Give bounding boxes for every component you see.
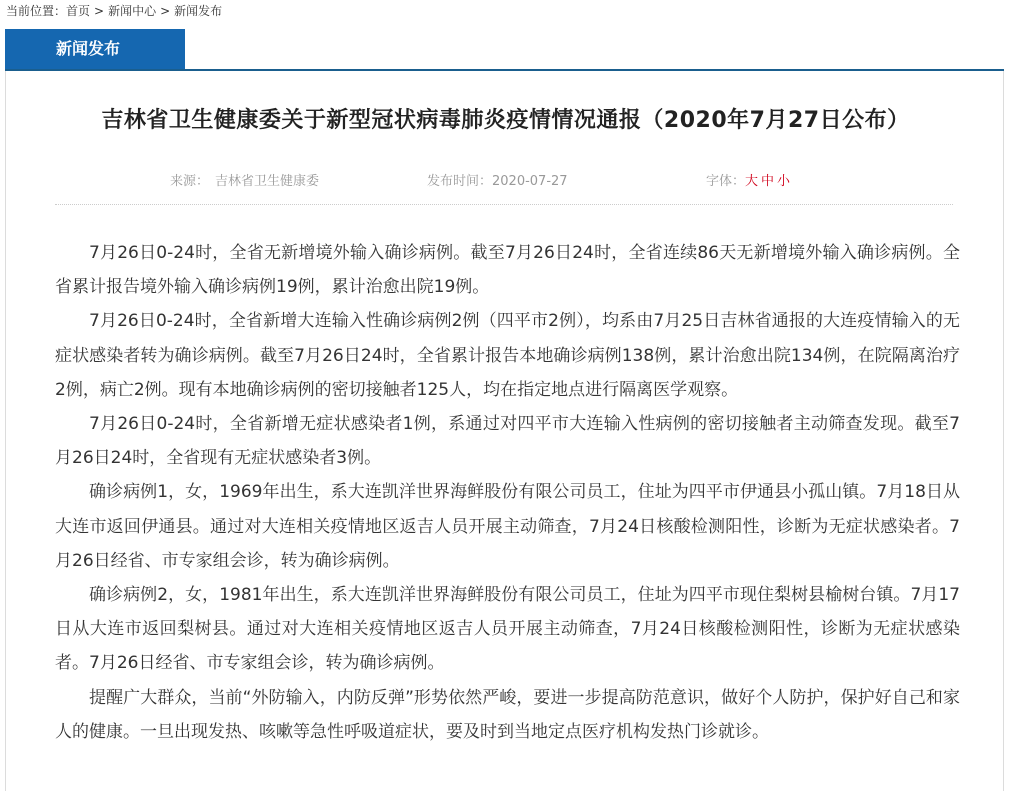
article-source xyxy=(170,172,319,192)
source-label: 来源： xyxy=(170,174,210,189)
font-size-small-button[interactable]: 小 xyxy=(777,174,791,189)
article-paragraph: 提醒广大群众，当前“外防输入，内防反弹”形势依然严峻，要进一步提高防范意识，做好个人防护，保护好自己和家人的健康。一旦出现发热、咳嗽等急性呼吸道症状，要及时到当地定点医疗机构发热门诊就诊。 xyxy=(55,687,960,742)
font-size-label: 字体： xyxy=(706,174,746,189)
article-paragraph: 7月26日0-24时，全省无新增境外输入确诊病例。截至7月26日24时，全省连续86天无新增境外输入确诊病例。全省累计报告境外输入确诊病例19例，累计治愈出院19例。 xyxy=(55,243,960,298)
article-publish-date xyxy=(427,172,568,192)
meta-divider xyxy=(55,204,953,205)
section-header-bar xyxy=(5,29,1004,71)
publish-date-value: 2020-07-27 xyxy=(492,174,568,189)
source-value: 吉林省卫生健康委 xyxy=(215,174,320,189)
breadcrumb-link-home[interactable]: 首页 xyxy=(66,4,91,18)
article-body xyxy=(55,236,960,749)
breadcrumb-link-news-center[interactable]: 新闻中心 xyxy=(108,4,157,18)
article-paragraph: 确诊病例2，女，1981年出生，系大连凯洋世界海鲜股份有限公司员工，住址为四平市现住梨树县榆树台镇。7月17日从大连市返回梨树县。通过对大连相关疫情地区返吉人员开展主动筛查，7月24日核酸检测阳性，诊断为无症状感染者。7月26日经省、市专家组会诊，转为确诊病例。 xyxy=(55,585,960,674)
publish-date-label: 发布时间： xyxy=(427,174,493,189)
breadcrumb-link-news-release[interactable]: 新闻发布 xyxy=(174,4,223,18)
font-size-switcher xyxy=(706,172,793,192)
breadcrumb-prefix: 当前位置： xyxy=(6,4,67,18)
breadcrumb xyxy=(6,2,222,20)
article-paragraph: 7月26日0-24时，全省新增大连输入性确诊病例2例（四平市2例），均系由7月25日吉林省通报的大连疫情输入的无症状感染者转为确诊病例。截至7月26日24时，全省累计报告本地确诊病例138例，累计治愈出院134例，在院隔离治疗2例，病亡2例。现有本地确诊病例的密切接触者125人，均在指定地点进行隔离医学观察。 xyxy=(55,311,960,400)
section-tab-news-release: 新闻发布 xyxy=(5,29,185,69)
article-title: 吉林省卫生健康委关于新型冠状病毒肺炎疫情情况通报（2020年7月27日公布） xyxy=(101,108,910,133)
article-paragraph: 7月26日0-24时，全省新增无症状感染者1例，系通过对四平市大连输入性病例的密切接触者主动筛查发现。截至7月26日24时，全省现有无症状感染者3例。 xyxy=(55,414,960,469)
article-paragraph: 确诊病例1，女，1969年出生，系大连凯洋世界海鲜股份有限公司员工，住址为四平市伊通县小孤山镇。7月18日从大连市返回伊通县。通过对大连相关疫情地区返吉人员开展主动筛查，7月24日核酸检测阳性，诊断为无症状感染者。7月26日经省、市专家组会诊，转为确诊病例。 xyxy=(55,482,960,571)
breadcrumb-separator: > xyxy=(160,4,171,18)
font-size-medium-button[interactable]: 中 xyxy=(761,174,775,189)
font-size-large-button[interactable]: 大 xyxy=(745,174,759,189)
breadcrumb-separator: > xyxy=(94,4,105,18)
